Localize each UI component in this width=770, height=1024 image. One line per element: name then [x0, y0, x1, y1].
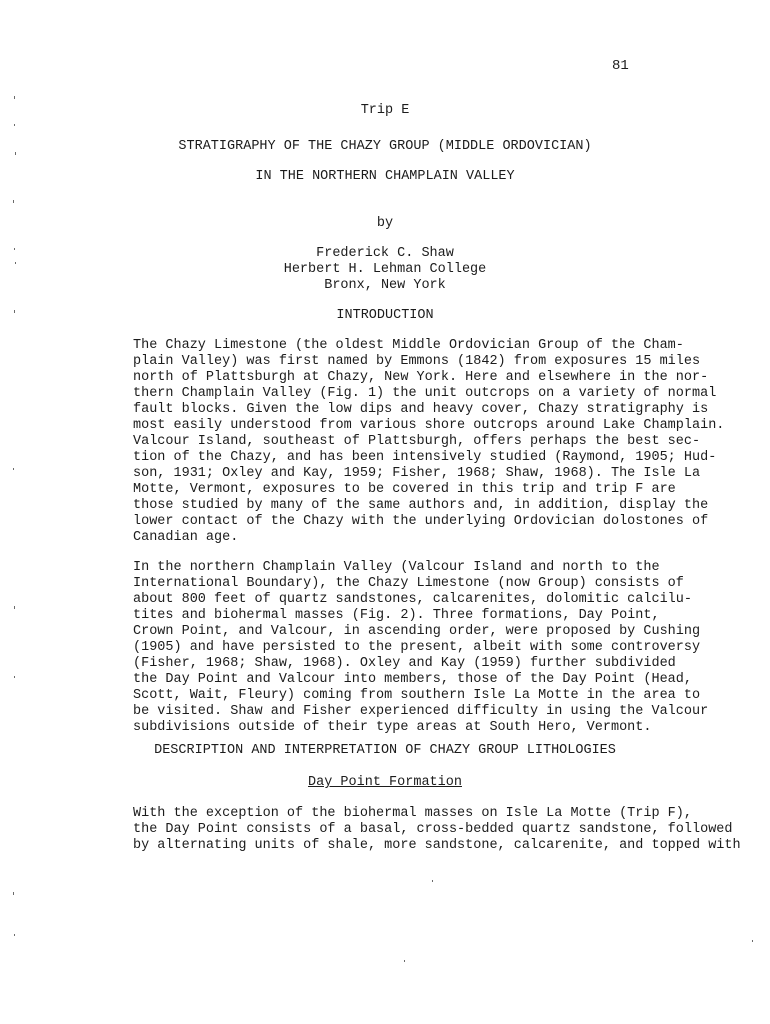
author-name: Frederick C. Shaw [316, 246, 454, 261]
scan-speck [752, 940, 753, 942]
scan-speck [14, 96, 15, 99]
paragraph-line: In the northern Champlain Valley (Valcour Island and north to the [133, 560, 660, 575]
paragraph-line: most easily understood from various shore outcrops around Lake Champlain. [133, 418, 725, 433]
scan-speck [14, 934, 15, 936]
scan-speck [14, 124, 15, 126]
scan-speck [15, 152, 16, 155]
paragraph-line: Valcour Island, southeast of Plattsburgh, offers perhaps the best sec- [133, 434, 701, 449]
paragraph-line: With the exception of the biohermal masses on Isle La Motte (Trip F), [133, 806, 692, 821]
paragraph-line: lower contact of the Chazy with the underlying Ordovician dolostones of [133, 514, 709, 529]
scan-speck [13, 200, 14, 203]
paragraph-line: plain Valley) was first named by Emmons (1842) from exposures 15 miles [133, 354, 701, 369]
author-institution: Herbert H. Lehman College [283, 262, 487, 277]
byline: by [376, 216, 394, 231]
paragraph-line: (Fisher, 1968; Shaw, 1968). Oxley and Kay (1959) further subdivided [133, 656, 676, 671]
paragraph-line: the Day Point and Valcour into members, those of the Day Point (Head, [133, 672, 692, 687]
paragraph-line: Crown Point, and Valcour, in ascending order, were proposed by Cushing [133, 624, 701, 639]
paragraph-line: by alternating units of shale, more sandstone, calcarenite, and topped with [133, 838, 741, 853]
paragraph-line: thern Champlain Valley (Fig. 1) the unit outcrops on a variety of normal [133, 386, 717, 401]
scan-speck [13, 892, 14, 895]
title-line-2: IN THE NORTHERN CHAMPLAIN VALLEY [255, 169, 515, 184]
paragraph-line: the Day Point consists of a basal, cross-bedded quartz sandstone, followed [133, 822, 733, 837]
paragraph-line: those studied by many of the same authors and, in addition, display the [133, 498, 709, 513]
paragraph-line: Scott, Wait, Fleury) coming from southern Isle La Motte in the area to [133, 688, 701, 703]
paragraph-line: International Boundary), the Chazy Limestone (now Group) consists of [133, 576, 684, 591]
paragraph-line: about 800 feet of quartz sandstones, calcarenites, dolomitic calcilu- [133, 592, 692, 607]
title-line-1: STRATIGRAPHY OF THE CHAZY GROUP (MIDDLE ORDOVICIAN) [178, 139, 592, 154]
paragraph-line: The Chazy Limestone (the oldest Middle Ordovician Group of the Cham- [133, 338, 684, 353]
scan-speck [14, 606, 15, 609]
subsection-heading [0, 775, 770, 790]
paragraph-line: fault blocks. Given the low dips and heavy cover, Chazy stratigraphy is [133, 402, 709, 417]
introduction-heading: INTRODUCTION [336, 308, 434, 323]
scan-speck [14, 310, 15, 313]
paragraph-line: subdivisions outside of their type areas at South Hero, Vermont. [133, 720, 652, 735]
trip-label: Trip E [360, 103, 410, 118]
scan-speck [14, 248, 15, 250]
subsection-heading-text: Day Point Formation [308, 775, 462, 790]
scan-speck [14, 676, 15, 678]
scan-speck [13, 468, 14, 470]
paragraph-line: son, 1931; Oxley and Kay, 1959; Fisher, 1968; Shaw, 1968). The Isle La [133, 466, 701, 481]
section-heading: DESCRIPTION AND INTERPRETATION OF CHAZY GROUP LITHOLOGIES [154, 743, 616, 758]
paragraph-line: be visited. Shaw and Fisher experienced difficulty in using the Valcour [133, 704, 709, 719]
author-location: Bronx, New York [324, 278, 446, 293]
scan-speck [432, 880, 433, 882]
scan-speck [15, 262, 16, 264]
paragraph-line: Motte, Vermont, exposures to be covered in this trip and trip F are [133, 482, 676, 497]
paragraph-line: north of Plattsburgh at Chazy, New York. Here and elsewhere in the nor- [133, 370, 709, 385]
scan-speck [404, 960, 405, 962]
paragraph-line: tion of the Chazy, and has been intensively studied (Raymond, 1905; Hud- [133, 450, 717, 465]
paragraph-line: (1905) and have persisted to the present, albeit with some controversy [133, 640, 701, 655]
paragraph-line: tites and biohermal masses (Fig. 2). Three formations, Day Point, [133, 608, 660, 623]
paragraph-line: Canadian age. [133, 530, 239, 545]
page-number: 81 [612, 58, 629, 74]
